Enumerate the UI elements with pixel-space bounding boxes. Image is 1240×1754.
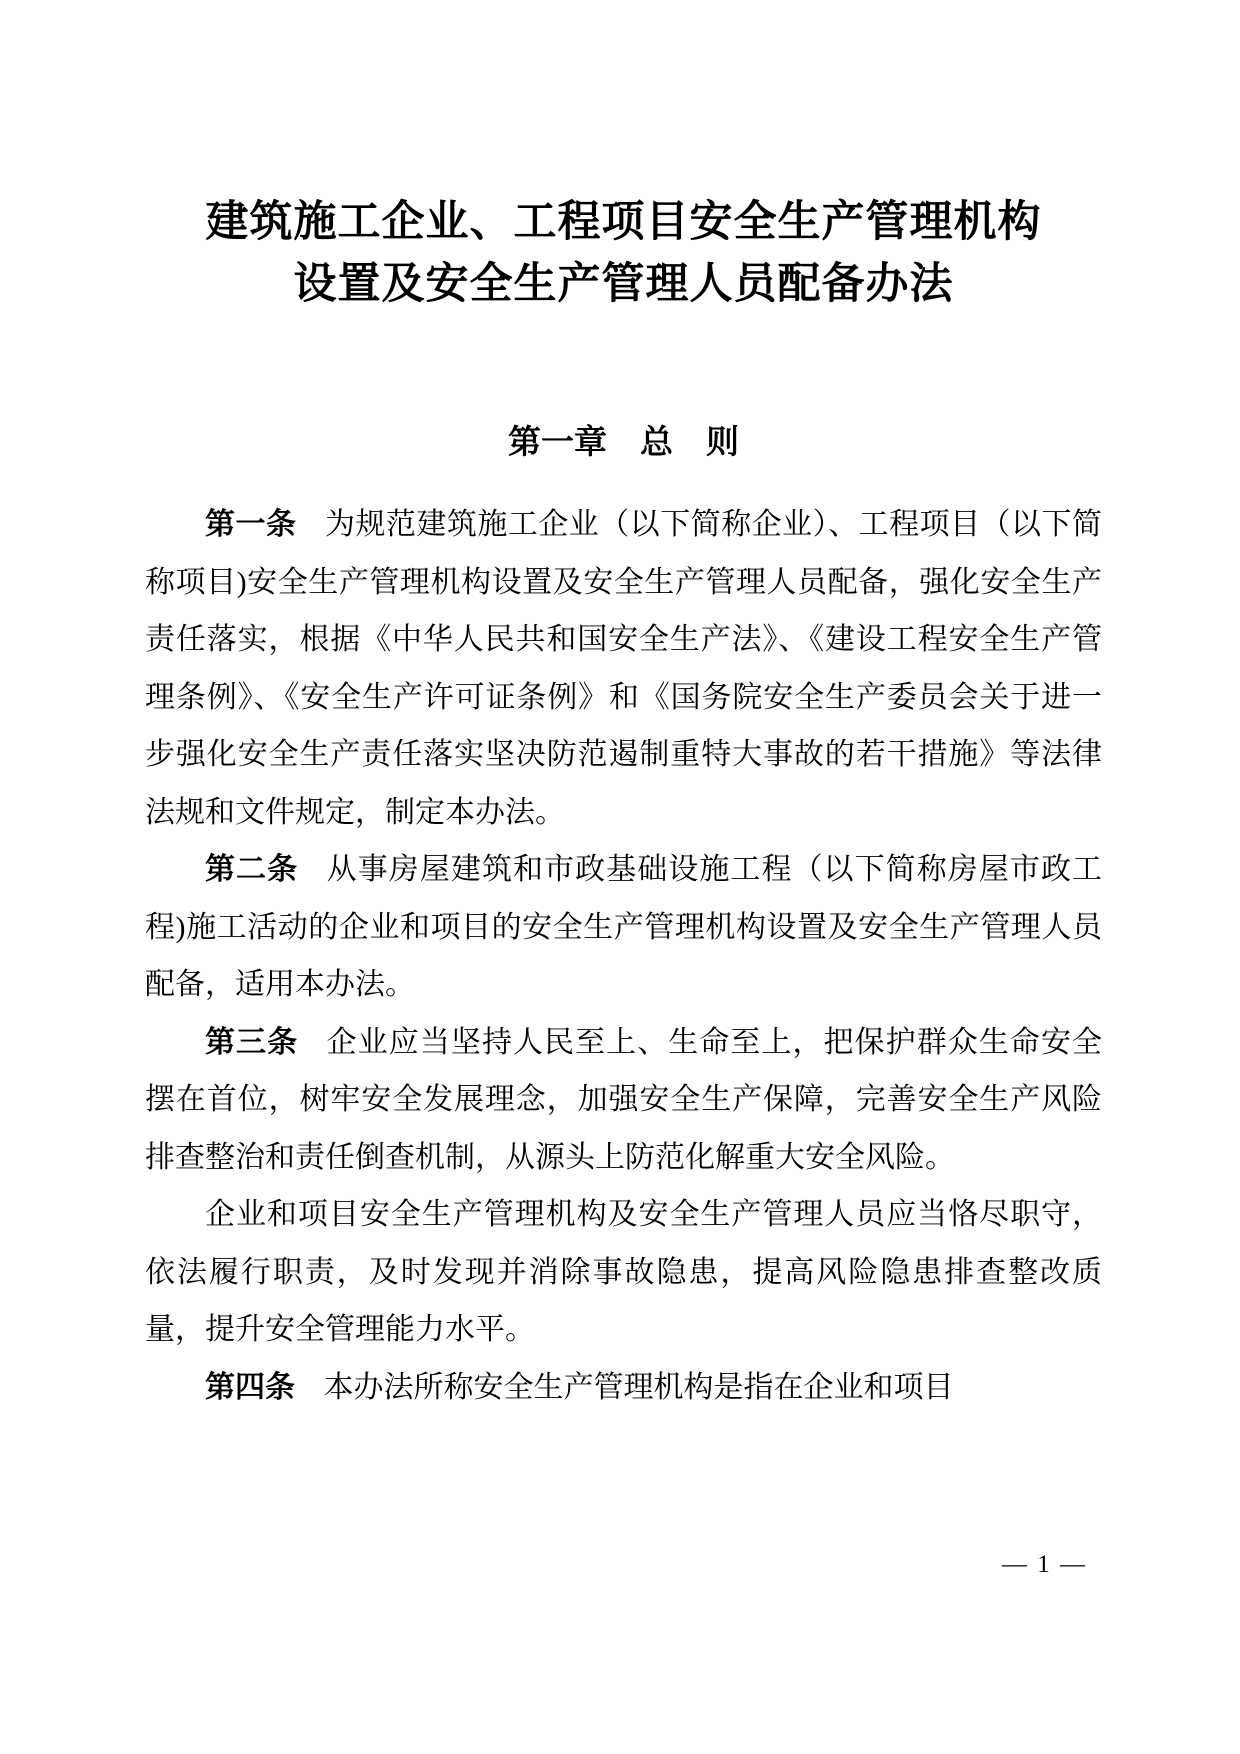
document-title-line-1: 建筑施工企业、工程项目安全生产管理机构 (205, 199, 1042, 246)
document-body (145, 496, 1102, 1416)
article-3-text: 企业应当坚持人民至上、生命至上，把保护群众生命安全摆在首位，树牢安全发展理念，加强安全生产保障，完善安全生产风险排查整治和责任倒查机制，从源头上防范化解重大安全风险。 (145, 1025, 1103, 1174)
article-2-text: 从事房屋建筑和市政基础设施工程（以下简称房屋市政工程)施工活动的企业和项目的安全生产管理机构设置及安全生产管理人员配备，适用本办法。 (145, 853, 1103, 1001)
article-4-number: 第四条 (205, 1370, 295, 1404)
paragraph-article-4 (145, 1359, 1102, 1417)
paragraph-article-3 (145, 1014, 1102, 1187)
page-number: — 1 — (1002, 1551, 1087, 1578)
article-2-number: 第二条 (205, 853, 299, 886)
document-title-line-2: 设置及安全生产管理人员配备办法 (293, 261, 954, 308)
article-3-continuation-text: 企业和项目安全生产管理机构及安全生产管理人员应当恪尽职守，依法履行职责，及时发现并消除事故隐患，提高风险隐患排查整改质量，提升安全管理能力水平。 (145, 1198, 1102, 1346)
article-4-text: 本办法所称安全生产管理机构是指在企业和项目 (323, 1370, 954, 1404)
document-title (145, 0, 1102, 316)
paragraph-article-3-continuation (145, 1186, 1102, 1359)
article-1-text: 为规范建筑施工企业（以下简称企业）、工程项目（以下简称项目)安全生产管理机构设置及安全生产管理人员配备，强化安全生产责任落实，根据《中华人民共和国安全生产法》、《建设工程安全生产管理条例》、《安全生产许可证条例》和《国务院安全生产委员会关于进一步强化安全生产责任落实坚决防范遏制重特大事故的若干措施》等法律法规和文件规定，制定本办法。 (145, 508, 1103, 829)
chapter-heading: 第一章 总 则 (508, 423, 739, 460)
article-1-number: 第一条 (205, 508, 297, 541)
article-3-number: 第三条 (205, 1025, 299, 1059)
paragraph-article-2 (145, 841, 1102, 1014)
document-content (145, 0, 1102, 1416)
paragraph-article-1 (145, 496, 1102, 841)
